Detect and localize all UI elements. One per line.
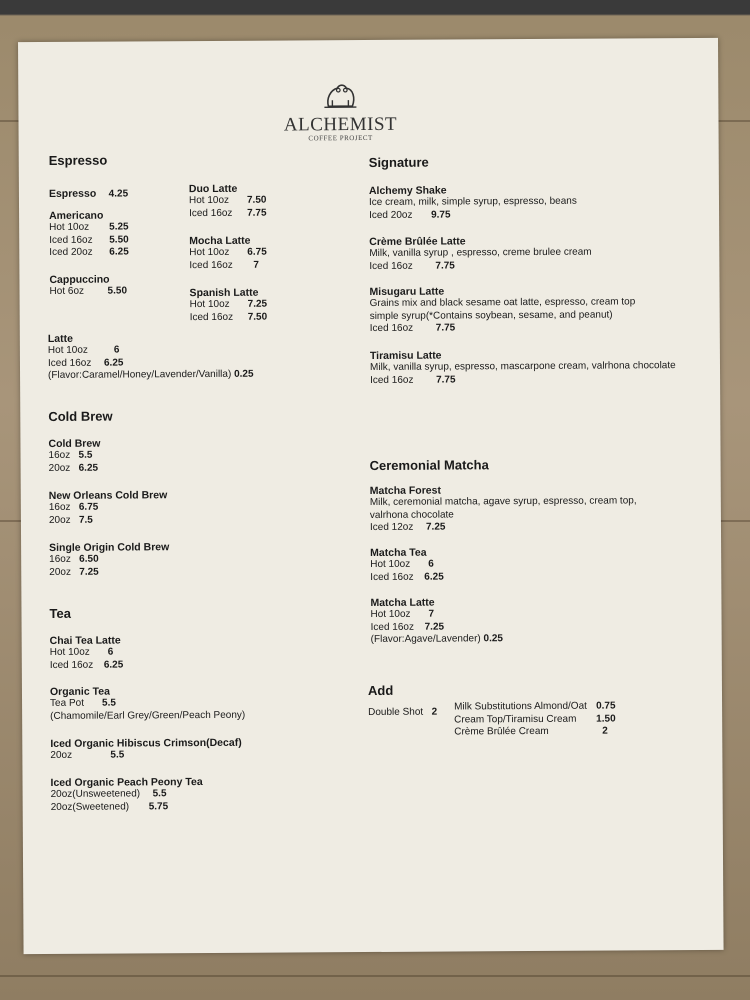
add-on-label: Double Shot [368, 706, 424, 719]
size-label: Iced 16oz [370, 374, 414, 386]
size-label: Iced 12oz [369, 521, 414, 533]
item-price: 6 [428, 558, 434, 570]
size-label: Iced 16oz [49, 659, 94, 671]
item-price: 6 [107, 646, 114, 658]
item-price: 5.50 [109, 233, 129, 246]
item-price: 7 [253, 259, 259, 271]
item-description: Ice cream, milk, simple syrup, espresso, beans [368, 195, 577, 208]
item-name: Alchemy Shake [368, 184, 447, 197]
item-name: Iced Organic Hibiscus Crimson(Decaf) [50, 736, 242, 750]
item-description: Milk, vanilla syrup , espresso, creme brulee cream [369, 246, 592, 259]
item-price: 6.75 [78, 501, 99, 513]
item-description: Milk, vanilla syrup, espresso, mascarpone cream, valrhona chocolate [369, 360, 676, 373]
item-price: 7.25 [424, 621, 445, 633]
size-label: 20oz [48, 462, 71, 474]
item-name: Chai Tea Latte [49, 634, 121, 647]
item-price: 7.75 [435, 322, 456, 334]
brand-logo [280, 80, 400, 143]
menu-item-creme-brulee-latte [369, 235, 592, 273]
item-price: 4.25 [108, 188, 129, 200]
item-price: 7.25 [425, 521, 446, 533]
menu-item-iced-hibiscus [50, 737, 242, 763]
item-name: Crème Brûlée Latte [369, 235, 466, 248]
size-label: Iced 16oz [370, 571, 414, 583]
item-price: 7.75 [247, 207, 267, 219]
item-price: 6 [113, 344, 120, 356]
item-price: 5.5 [102, 697, 116, 709]
menu-item-mocha-latte [189, 235, 267, 272]
item-price: 7.75 [435, 259, 455, 272]
brand-name: ALCHEMIST [283, 113, 398, 136]
item-name: Tiramisu Latte [369, 349, 442, 362]
frog-icon [320, 80, 360, 110]
item-name: Single Origin Cold Brew [49, 541, 170, 554]
item-price: 7.25 [79, 566, 99, 578]
add-on-price: 0.75 [596, 700, 616, 712]
table-plank-line [0, 975, 750, 977]
item-price: 5.5 [78, 449, 93, 461]
add-on-label: Cream Top/Tiramisu Cream [454, 713, 577, 725]
size-label: Iced 16oz [49, 234, 93, 246]
size-label: Hot 10oz [370, 608, 411, 620]
item-price: 0.25 [483, 633, 504, 645]
menu-item-chai-tea-latte [50, 635, 124, 672]
menu-item-cappuccino [49, 273, 127, 298]
item-price: 0.25 [234, 368, 254, 380]
size-label: 16oz [49, 553, 71, 565]
item-price: 7.75 [436, 373, 456, 386]
section-title-ceremonial-matcha: Ceremonial Matcha [369, 457, 489, 473]
section-title-tea: Tea [49, 605, 71, 621]
size-label: Iced 16oz [189, 207, 233, 219]
add-on-price: 2 [602, 725, 608, 737]
size-label: Hot 10oz [189, 246, 230, 259]
item-name: Espresso [48, 187, 97, 200]
item-name: Americano [49, 209, 104, 222]
item-name: Cappuccino [49, 273, 110, 286]
menu-item-duo-latte [189, 183, 267, 220]
size-label: Iced 16oz [189, 311, 234, 323]
item-name: Iced Organic Peach Peony Tea [50, 776, 203, 789]
section-title-add: Add [367, 682, 394, 699]
size-label: 20oz(Sweetened) [50, 800, 130, 813]
menu-item-organic-tea [50, 685, 245, 723]
item-price: 5.5 [152, 788, 167, 800]
item-price: 6.50 [79, 553, 99, 565]
item-price: 5.5 [110, 749, 125, 761]
menu-item-espresso [49, 183, 128, 201]
size-label: Iced 16oz [369, 322, 414, 334]
item-name: Duo Latte [188, 182, 238, 196]
size-label: Iced 16oz [189, 259, 233, 271]
menu-item-latte [48, 332, 254, 383]
section-title-espresso: Espresso [48, 152, 108, 168]
item-price: 6.75 [247, 246, 267, 258]
add-on-label: Crème Brûlée Cream [454, 725, 549, 738]
item-price: 5.75 [148, 800, 169, 812]
size-label: 16oz [48, 449, 71, 461]
size-label: Tea Pot [50, 697, 85, 709]
menu-item-single-origin-cold-brew [49, 541, 169, 579]
size-label: Iced 16oz [369, 260, 413, 272]
section-title-signature: Signature [368, 154, 429, 170]
item-name: Matcha Latte [370, 596, 435, 609]
item-description: simple syrup(*Contains soybean, sesame, and peanut) [369, 309, 613, 322]
item-price: 7 [428, 608, 435, 620]
menu-item-spanish-latte [190, 287, 268, 324]
add-on-double-shot [368, 702, 437, 720]
menu-item-alchemy-shake [369, 184, 577, 222]
item-name: Spanish Latte [189, 286, 259, 300]
size-label: Iced 16oz [370, 621, 414, 633]
item-description: Milk, ceremonial matcha, agave syrup, espresso, cream top, [369, 495, 637, 508]
item-price: 6.25 [103, 357, 124, 369]
item-price: 7.50 [246, 194, 267, 206]
item-price: 9.75 [431, 208, 451, 221]
item-description: valrhona chocolate [369, 508, 454, 521]
item-price: 5.25 [109, 221, 129, 233]
size-label: Iced 16oz [47, 357, 92, 369]
size-label: Hot 6oz [49, 285, 85, 297]
menu-item-matcha-tea [370, 547, 444, 584]
section-title-cold-brew: Cold Brew [48, 408, 113, 424]
size-label: 20oz [48, 514, 71, 526]
item-name: Latte [47, 332, 73, 345]
menu-item-americano [49, 209, 129, 259]
size-label: Hot 10oz [370, 558, 411, 570]
menu-item-new-orleans-cold-brew [49, 489, 168, 527]
item-name: Misugaru Latte [369, 285, 445, 298]
add-on-price: 1.50 [596, 713, 616, 725]
item-price: 6.25 [109, 246, 129, 258]
menu-item-misugaru-latte [370, 284, 636, 335]
size-label: Hot 10oz [189, 298, 230, 311]
menu-sheet [18, 38, 724, 954]
size-label: Hot 10oz [47, 344, 88, 356]
item-name: New Orleans Cold Brew [48, 489, 168, 502]
item-price: 7.50 [247, 311, 268, 323]
item-price: 7.25 [247, 298, 268, 310]
tea-varieties-note: (Chamomile/Earl Grey/Green/Peach Peony) [50, 709, 246, 722]
item-name: Mocha Latte [189, 234, 251, 248]
menu-item-matcha-forest [370, 483, 637, 534]
size-label: 16oz [48, 501, 71, 513]
menu-item-matcha-latte [370, 596, 503, 646]
size-label: 20oz [49, 566, 71, 578]
size-label: 20oz(Unsweetened) [50, 788, 141, 800]
add-on-price: 2 [431, 706, 438, 718]
size-label: Iced 20oz [369, 209, 413, 221]
brand-subtitle: COFFEE PROJECT [308, 133, 373, 143]
flavor-note: (Flavor:Agave/Lavender) [370, 633, 481, 645]
item-price: 7.5 [78, 514, 93, 526]
flavor-note: (Flavor:Caramel/Honey/Lavender/Vanilla) [48, 368, 232, 381]
size-label: 20oz [50, 749, 73, 761]
item-name: Matcha Forest [369, 484, 441, 497]
size-label: Hot 10oz [188, 194, 230, 207]
menu-item-iced-peach-peony [50, 776, 202, 814]
item-price: 6.25 [103, 659, 124, 671]
item-price: 6.25 [424, 571, 444, 583]
item-price: 5.50 [107, 285, 128, 297]
size-label: Hot 10oz [49, 646, 90, 658]
item-name: Organic Tea [49, 685, 110, 698]
item-name: Matcha Tea [370, 546, 427, 559]
menu-item-cold-brew [48, 438, 100, 475]
add-on-list [454, 701, 616, 739]
add-on-label: Milk Substitutions Almond/Oat [454, 700, 587, 713]
size-label: Hot 10oz [49, 221, 90, 233]
item-description: Grains mix and black sesame oat latte, espresso, cream top [369, 296, 636, 309]
item-name: Cold Brew [48, 437, 101, 450]
size-label: Iced 20oz [49, 246, 93, 258]
item-price: 6.25 [78, 462, 99, 474]
menu-item-tiramisu-latte [370, 348, 676, 387]
